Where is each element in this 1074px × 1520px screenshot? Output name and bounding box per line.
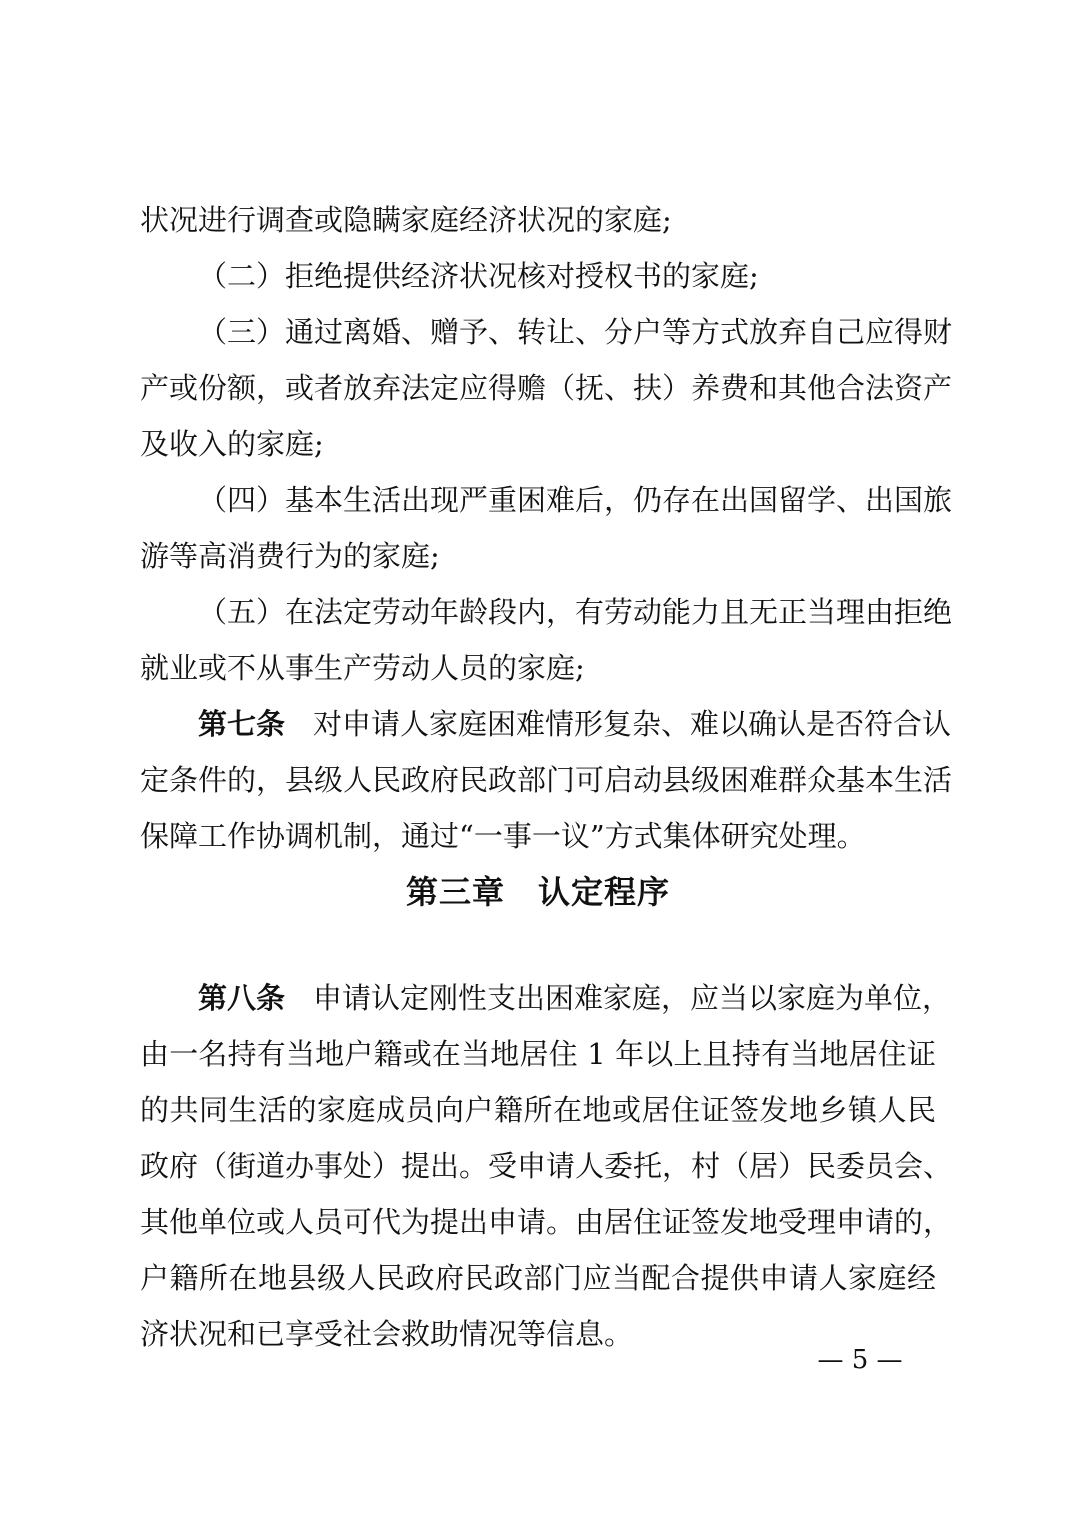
text-line: 产或份额，或者放弃法定应得赡（抚、扶）养费和其他合法资产 [140, 371, 953, 405]
article-7-label: 第七条 [198, 707, 286, 741]
text-line: 政府（街道办事处）提出。受申请人委托，村（居）民委员会、 [140, 1149, 953, 1183]
list-item-2: （二）拒绝提供经济状况核对授权书的家庭; [198, 259, 759, 293]
text-line: 定条件的，县级人民政府民政部门可启动县级困难群众基本生活 [140, 763, 953, 797]
article-7-first-line [140, 696, 952, 752]
text-line: 其他单位或人员可代为提出申请。由居住证签发地受理申请的， [140, 1205, 953, 1239]
article-8-text: 申请认定刚性支出困难家庭，应当以家庭为单位， [313, 981, 952, 1015]
list-item-3: （三）通过离婚、赠予、转让、分户等方式放弃自己应得财 [198, 315, 953, 349]
text-line: 保障工作协调机制，通过“一事一议”方式集体研究处理。 [140, 819, 866, 853]
text-line: 就业或不从事生产劳动人员的家庭; [140, 651, 585, 685]
article-8-label: 第八条 [198, 981, 286, 1015]
page-number: — 5 — [817, 1345, 903, 1375]
article-8-first-line [140, 970, 952, 1026]
list-item-5: （五）在法定劳动年龄段内，有劳动能力且无正当理由拒绝 [198, 595, 953, 629]
text-line: 户籍所在地县级人民政府民政部门应当配合提供申请人家庭经 [140, 1261, 936, 1295]
text-line: 状况进行调查或隐瞒家庭经济状况的家庭; [140, 203, 672, 237]
text-line: 游等高消费行为的家庭; [140, 539, 440, 573]
text-line: 及收入的家庭; [140, 427, 324, 461]
article-8-body [140, 970, 953, 1362]
text-line: 济状况和已享受社会救助情况等信息。 [140, 1317, 634, 1351]
article-7-text: 对申请人家庭困难情形复杂、难以确认是否符合认 [313, 707, 952, 741]
chapter-title: 第三章 认定程序 [405, 873, 670, 911]
list-item-4: （四）基本生活出现严重困难后，仍存在出国留学、出国旅 [198, 483, 953, 517]
section-1-body [140, 192, 953, 864]
text-line: 的共同生活的家庭成员向户籍所在地或居住证签发地乡镇人民 [140, 1093, 936, 1127]
text-line: 由一名持有当地户籍或在当地居住 1 年以上且持有当地居住证 [140, 1037, 936, 1071]
